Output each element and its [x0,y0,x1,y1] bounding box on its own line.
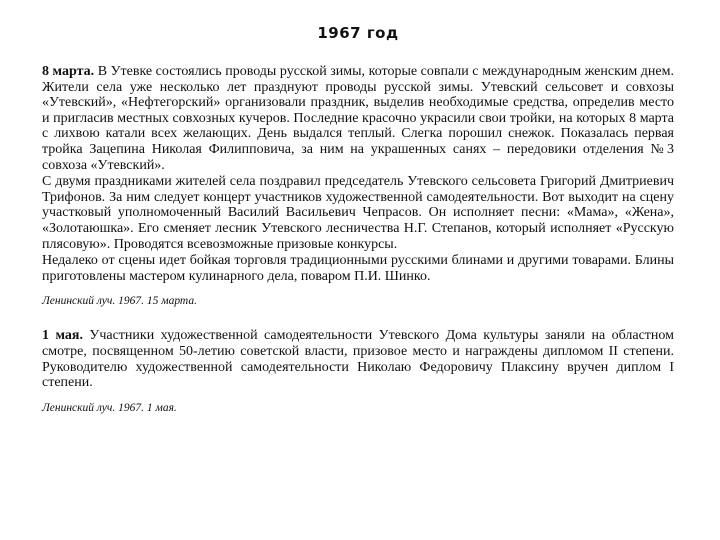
entry-paragraph [42,328,674,390]
entry-text: В Утевке состоялись проводы русской зимы, которые совпали с международным женским днем. Жители села уже несколько лет празднуют проводы русской зимы. Утевский сельсовет и совхозы «Утевский», «Нефтегорский» организовали праздник, выделив необходимые средства, определив место и пригласив местных совхозных кучеров. Последние красочно украсили свои тройки, на которых 8 марта с лихвою катали всех желающих. День выдался теплый. Слегка порошил снежок. Показалась первая тройка Зацепина Николая Филипповича, за ним на украшенных санях – передовики отделения №3 совхоза «Утевский». [42,64,674,173]
source-citation: Ленинский луч. 1967. 1 мая. [42,401,177,414]
entry-may-1 [42,328,674,414]
source-citation: Ленинский луч. 1967. 15 марта. [42,295,197,308]
entry-march-8 [42,64,674,308]
entry-date: 1 мая. [42,328,83,344]
entry-paragraph [42,64,674,173]
entry-paragraph: С двумя праздниками жителей села поздравил председатель Утевского сельсовета Григорий Дмитриевич Трифонов. За ним следует концерт участников художественной самодеятельности. Вот выходит на сцену участковый уполномоченный Василий Васильевич Чепрасов. Он исполняет песни: «Мама», «Жена», «Золотаюшка». Его сменяет лесник Утевского лесничества Н.Г. Степанов, который исполняет «Русскую плясовую». Проводятся всевозможные призовые конкурсы. [42,174,674,252]
entry-date: 8 марта. [42,64,95,79]
year-heading: 1967 год [317,24,399,42]
entry-paragraph: Недалеко от сцены идет бойкая торговля традиционными русскими блинами и другими товарами. Блины приготовлены мастером кулинарного дела, поваром П.И. Шинко. [42,253,674,284]
entry-text: Участники художественной самодеятельности Утевского Дома культуры заняли на областном смотре, посвященном 50-летию советской власти, призовое место и награждены дипломом II степени. Руководителю художественной самодеятельности Николаю Федоровичу Плаксину вручен диплом I степени. [42,328,675,391]
